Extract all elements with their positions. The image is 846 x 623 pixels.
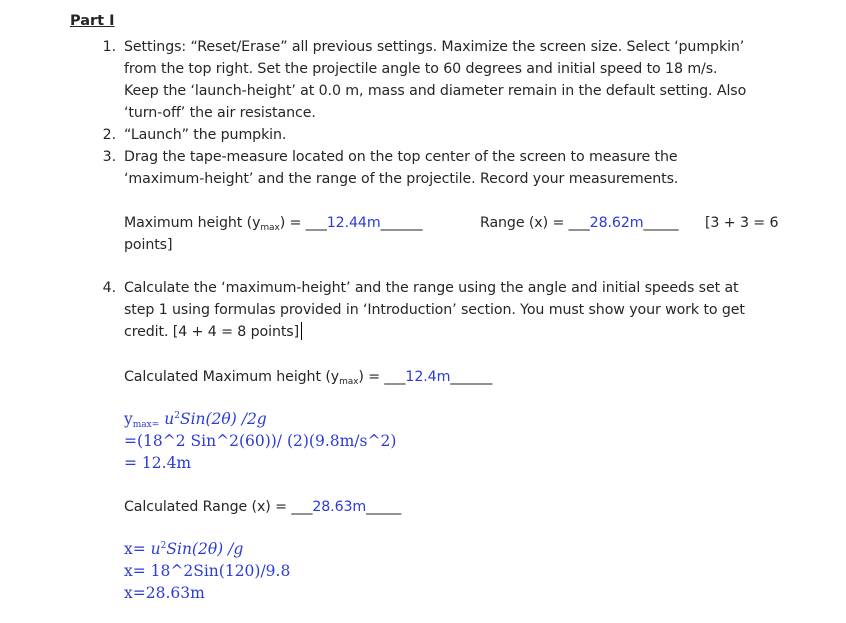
formula-u-sup: 2 (174, 411, 180, 421)
calc-max-blank: ______ (450, 369, 493, 385)
max-height-equals: ) = ___ (279, 215, 327, 231)
step-4-line-3 (124, 321, 302, 343)
formula-u: u (159, 410, 175, 428)
calc-range (124, 496, 401, 518)
part-title: Part I (70, 13, 115, 29)
max-height-label: Maximum height (y (124, 215, 261, 231)
step-2-line-1: “Launch” the pumpkin. (124, 127, 287, 143)
step-number-3: 3. (102, 149, 116, 165)
calc-max-equals: ) = ___ (358, 369, 406, 385)
step-number-1: 1. (102, 39, 116, 55)
step-3-line-1: Drag the tape-measure located on the top center of the screen to measure the (124, 149, 678, 165)
range-label: Range (x) = ___ (480, 215, 590, 231)
calc-max-work-line-3: = 12.4m (124, 454, 192, 472)
calc-max-formula (124, 408, 267, 430)
max-height-blank: ______ (380, 215, 423, 231)
step-number-2: 2. (102, 127, 116, 143)
calc-max-value: 12.4m (405, 369, 451, 385)
calc-range-work-line-2: x= 18^2Sin(120)/9.8 (124, 562, 291, 580)
range-value: 28.62m (589, 215, 644, 231)
calc-range-blank: _____ (366, 499, 402, 515)
step-1-line-4: ‘turn-off’ the air resistance. (124, 105, 316, 121)
range-formula-u-sup: 2 (160, 541, 167, 551)
calc-max-height (124, 366, 492, 388)
range-measurement (480, 212, 678, 234)
calc-range-formula (124, 538, 243, 560)
calc-range-label: Calculated Range (x) = ___ (124, 499, 313, 515)
step-4-line-1: Calculate the ‘maximum-height’ and the range using the angle and initial speeds set at (124, 280, 739, 296)
max-height-value: 12.44m (326, 215, 381, 231)
calc-range-work-line-3: x=28.63m (124, 584, 205, 602)
range-formula-rest: Sin(2θ) /g (166, 540, 244, 558)
formula-rest: Sin(2θ) /2g (179, 410, 267, 428)
text-cursor (301, 322, 302, 340)
max-subscript: max (260, 223, 280, 233)
step-number-4: 4. (102, 280, 116, 296)
formula-y: y (124, 410, 133, 428)
calc-max-work-line-2: =(18^2 Sin^2(60))/ (2)(9.8m/s^2) (124, 432, 397, 450)
formula-y-sub: max= (132, 420, 160, 430)
points-text-a: [3 + 3 = 6 (705, 215, 779, 231)
step-1-line-2: from the top right. Set the projectile angle to 60 degrees and initial speed to 18 m/s. (124, 61, 718, 77)
calc-max-subscript: max (339, 377, 359, 387)
range-blank: _____ (643, 215, 679, 231)
calc-max-label: Calculated Maximum height (y (124, 369, 340, 385)
points-text-b: points] (124, 237, 173, 253)
step-4-line-3-text: credit. [4 + 4 = 8 points] (124, 324, 300, 340)
step-1-line-3: Keep the ‘launch-height’ at 0.0 m, mass and diameter remain in the default setting. Also (124, 83, 747, 99)
range-formula-u: u (150, 540, 161, 558)
range-formula-x: x= (124, 540, 151, 558)
step-1-line-1: Settings: “Reset/Erase” all previous settings. Maximize the screen size. Select ‘pumpkin’ (124, 39, 745, 55)
step-4-line-2: step 1 using formulas provided in ‘Introduction’ section. You must show your work to get (124, 302, 745, 318)
calc-range-value: 28.63m (312, 499, 367, 515)
step-3-line-2: ‘maximum-height’ and the range of the projectile. Record your measurements. (124, 171, 679, 187)
max-height-measurement (124, 212, 423, 234)
